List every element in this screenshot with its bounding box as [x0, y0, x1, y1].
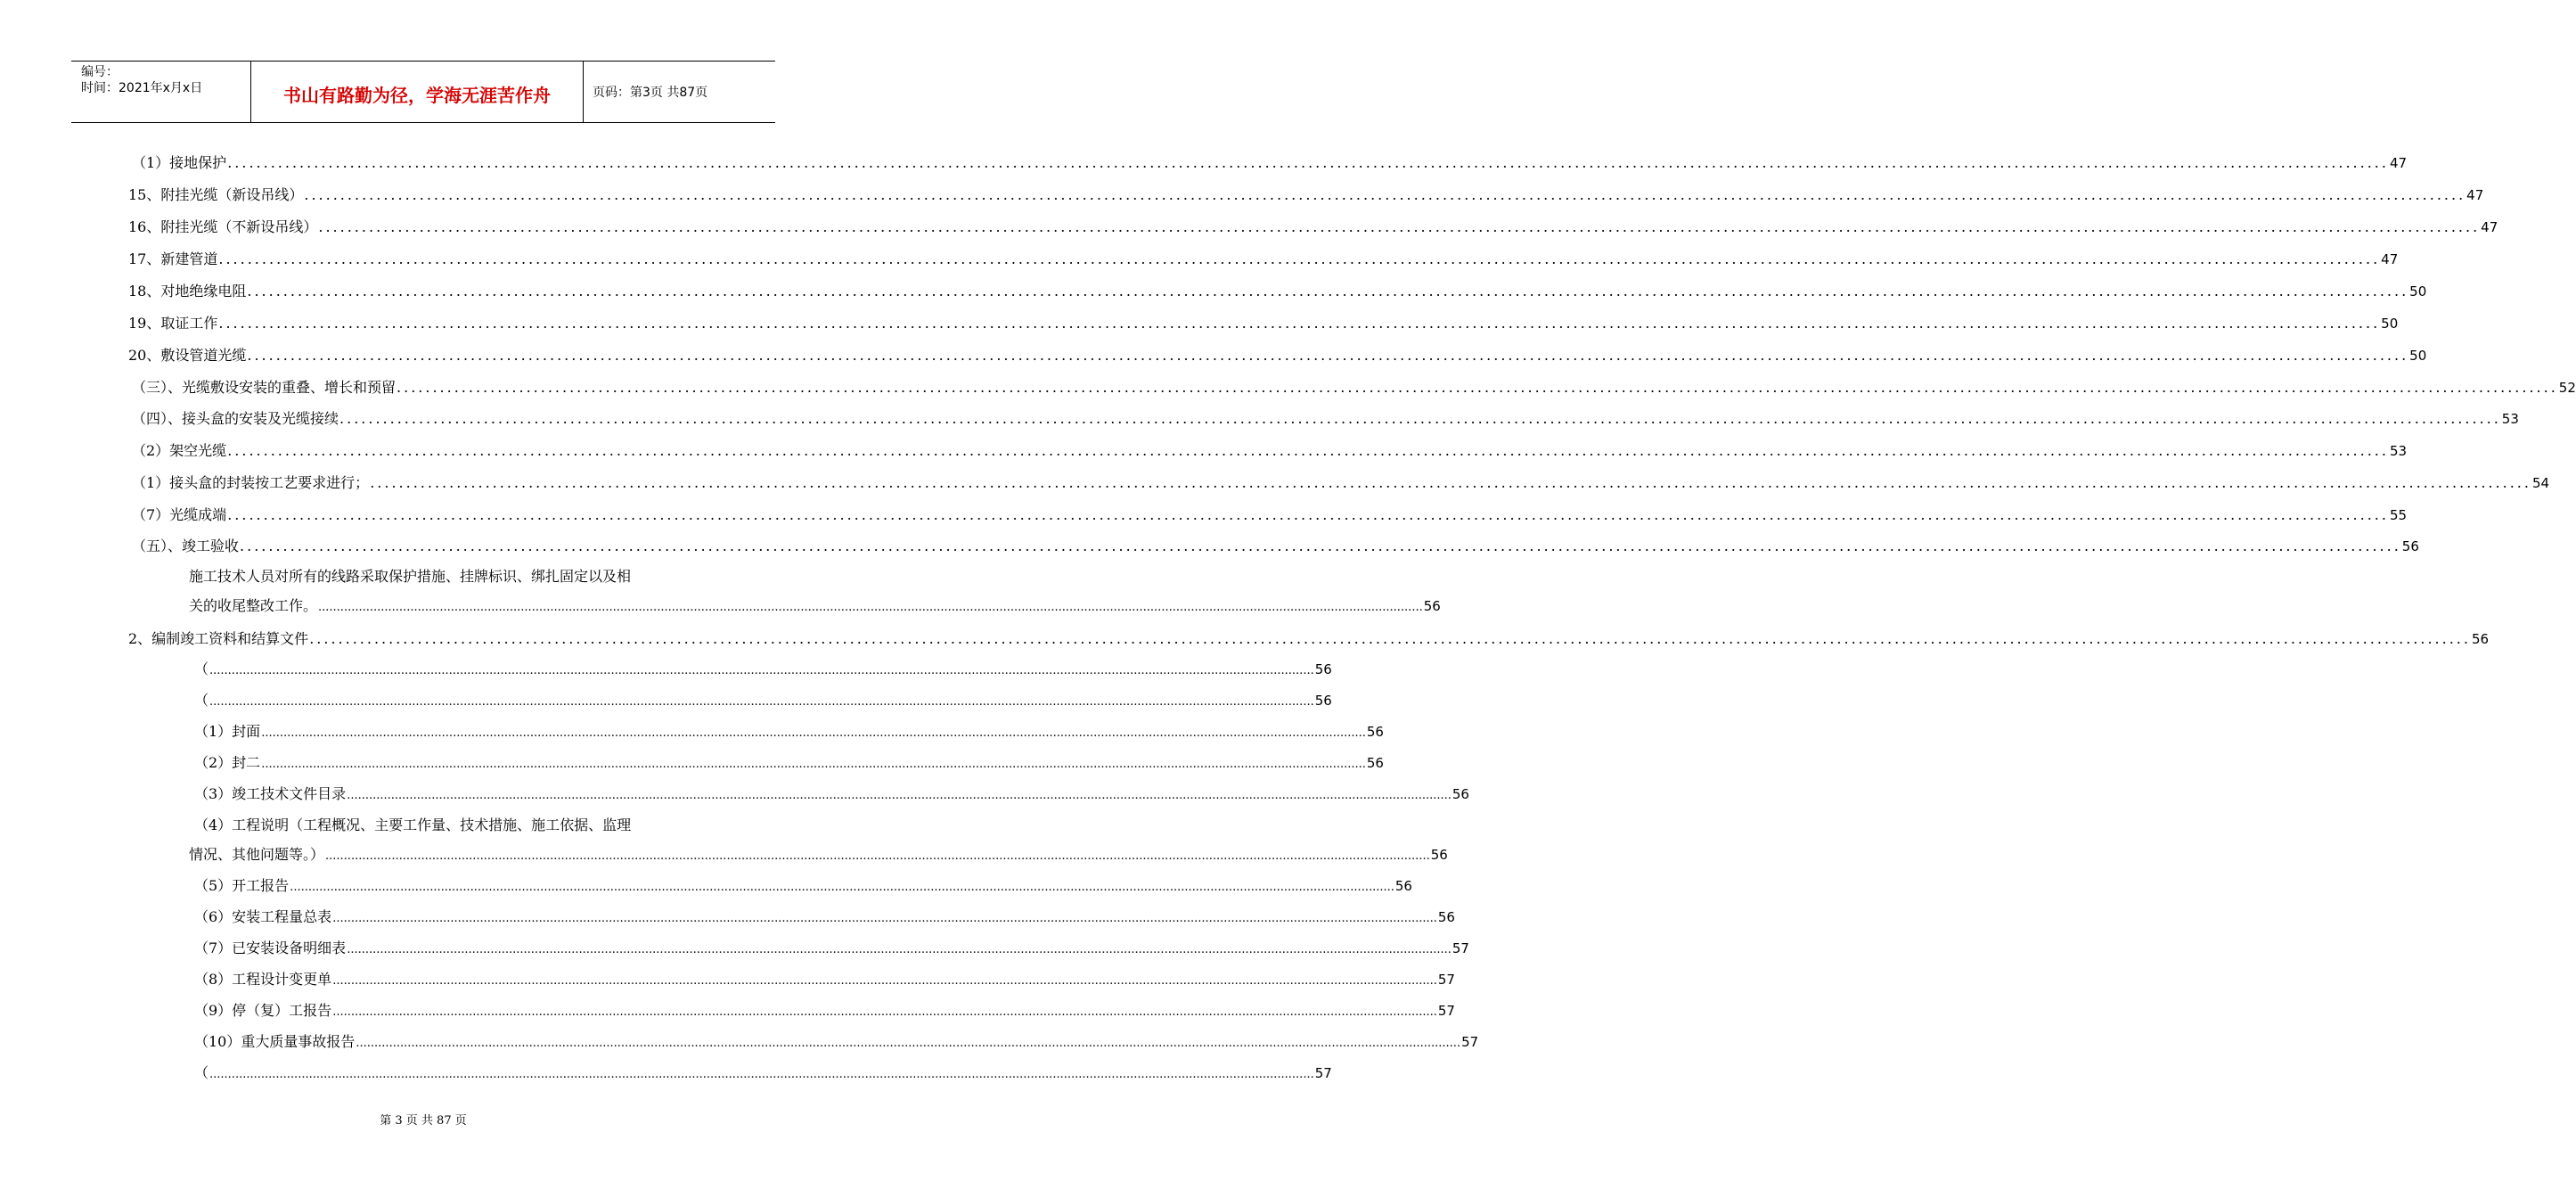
toc-entry-label: 情况、其他问题等。）: [189, 846, 325, 863]
toc-entry-label: （1）接地保护: [132, 154, 227, 171]
toc-page-number: 47: [2466, 187, 2484, 203]
toc-leader-dots: ............................................................................................................................................................................................................................................................................................................: [304, 186, 2466, 203]
toc-entry-label: （2）架空光缆: [132, 442, 227, 459]
page-header: [71, 61, 775, 123]
toc-page-number: 57: [1461, 1034, 1479, 1050]
toc-leader-dots: ............................................................................................................................................................................................................................................................................................................: [261, 758, 1366, 771]
toc-leader-dots: ............................................................................................................................................................................................................................................................................................................: [332, 974, 1437, 988]
toc-entry[interactable]: [189, 843, 1448, 863]
toc-leader-dots: ............................................................................................................................................................................................................................................................................................................: [370, 474, 2531, 491]
toc-entry-label: 20、敷设管道光缆: [128, 347, 247, 364]
toc-leader-dots: ............................................................................................................................................................................................................................................................................................................: [209, 664, 1314, 677]
toc-entry[interactable]: [128, 216, 2498, 235]
toc-leader-dots: ............................................................................................................................................................................................................................................................................................................: [218, 315, 2381, 332]
toc-entry-label: 2、编制竣工资料和结算文件: [128, 630, 309, 647]
header-meta: [71, 62, 251, 122]
header-page-info: [584, 62, 775, 122]
toc-page-number: 56: [1366, 755, 1384, 771]
toc-entry[interactable]: [194, 720, 1384, 740]
document-date: 时间：2021年x月x日: [81, 81, 203, 95]
toc-entry-label: （1）接头盒的封装按工艺要求进行；: [132, 474, 370, 491]
toc-entry[interactable]: [194, 1030, 1479, 1050]
toc-entry-label: （7）已安装设备明细表: [194, 940, 347, 956]
toc-entry-label: 17、新建管道: [128, 250, 218, 267]
header-motto: 书山有路勤为径，学海无涯苦作舟: [283, 84, 551, 106]
toc-page-number: 53: [2389, 443, 2408, 459]
page-footer: 第 3 页 共 87 页: [380, 1114, 467, 1128]
toc-page-number: 57: [1452, 940, 1469, 956]
toc-entry[interactable]: [194, 751, 1384, 771]
toc-page-number: 50: [2409, 348, 2427, 364]
toc-entry[interactable]: [128, 248, 2399, 267]
header-page-label: 页码：第3页 共87页: [593, 86, 708, 100]
toc-page-number: 56: [1430, 847, 1448, 863]
toc-leader-dots: ............................................................................................................................................................................................................................................................................................................: [218, 250, 2381, 267]
toc-entry-label: （2）封二: [194, 754, 261, 771]
toc-page-number: 56: [2471, 631, 2490, 647]
toc-entry-label: （5）开工报告: [194, 877, 290, 894]
toc-leader-dots: ............................................................................................................................................................................................................................................................................................................: [332, 1005, 1437, 1019]
toc-page-number: 56: [1314, 661, 1332, 677]
toc-entry[interactable]: [189, 595, 1441, 614]
toc-leader-dots: ............................................................................................................................................................................................................................................................................................................: [318, 601, 1423, 614]
toc-entry-text: 施工技术人员对所有的线路采取保护措施、挂牌标识、绑扎固定以及相: [189, 568, 632, 585]
toc-page-number: 57: [1314, 1065, 1332, 1081]
toc-leader-dots: ............................................................................................................................................................................................................................................................................................................: [397, 379, 2558, 396]
toc-page-number: 56: [2401, 538, 2419, 554]
toc-leader-dots: ............................................................................................................................................................................................................................................................................................................: [227, 506, 2389, 523]
toc-page-number: 50: [2381, 316, 2399, 332]
toc-page-number: 53: [2501, 411, 2519, 427]
toc-entry[interactable]: [128, 184, 2484, 203]
toc-entry[interactable]: [194, 874, 1412, 894]
toc-page-number: 56: [1366, 724, 1384, 740]
toc-entry[interactable]: [132, 439, 2408, 459]
toc-leader-dots: ............................................................................................................................................................................................................................................................................................................: [247, 283, 2409, 300]
toc-entry-label: （6）安装工程量总表: [194, 908, 332, 925]
toc-leader-dots: ............................................................................................................................................................................................................................................................................................................: [325, 849, 1430, 863]
toc-leader-dots: ............................................................................................................................................................................................................................................................................................................: [240, 537, 2401, 554]
toc-page-number: 54: [2531, 475, 2550, 491]
toc-entry[interactable]: [128, 344, 2427, 364]
toc-leader-dots: ............................................................................................................................................................................................................................................................................................................: [309, 630, 2471, 647]
toc-entry[interactable]: [132, 152, 2408, 171]
toc-entry-label: （7）光缆成端: [132, 506, 227, 523]
document-number: 编号：: [81, 65, 119, 79]
toc-leader-dots: ............................................................................................................................................................................................................................................................................................................: [347, 789, 1452, 802]
toc-entry[interactable]: [128, 628, 2490, 647]
toc-entry[interactable]: [132, 472, 2550, 491]
toc-leader-dots: ............................................................................................................................................................................................................................................................................................................: [290, 881, 1394, 894]
toc-page-number: 55: [2389, 507, 2408, 523]
toc-entry[interactable]: [194, 937, 1469, 956]
toc-entry[interactable]: [194, 999, 1455, 1019]
toc-leader-dots: ............................................................................................................................................................................................................................................................................................................: [347, 943, 1452, 956]
toc-entry-label: 18、对地绝缘电阻: [128, 283, 247, 300]
toc-entry-label: 16、附挂光缆（不新设吊线）: [128, 218, 318, 235]
toc-page-number: 56: [1437, 909, 1455, 925]
toc-entry[interactable]: [194, 783, 1469, 802]
toc-entry-label: 关的收尾整改工作。: [189, 597, 318, 614]
toc-entry-label: （: [194, 692, 209, 709]
toc-entry-label: （10）重大质量事故报告: [194, 1033, 356, 1050]
toc-page-number: 56: [1394, 878, 1412, 894]
header-motto-cell: [251, 62, 584, 122]
toc-leader-dots: ............................................................................................................................................................................................................................................................................................................: [356, 1037, 1461, 1050]
toc-leader-dots: ............................................................................................................................................................................................................................................................................................................: [318, 218, 2481, 235]
toc-entry-label: （三）、光缆敷设安装的重叠、增长和预留: [132, 379, 397, 396]
toc-entry[interactable]: [194, 968, 1455, 988]
toc-entry[interactable]: [194, 658, 1332, 677]
toc-entry-label: （9）停（复）工报告: [194, 1002, 332, 1019]
toc-entry[interactable]: [128, 280, 2427, 300]
toc-entry[interactable]: [132, 376, 2576, 396]
toc-entry-label: （五）、竣工验收: [132, 537, 240, 554]
toc-entry-label: （: [194, 1064, 209, 1081]
toc-entry[interactable]: [132, 504, 2408, 523]
toc-leader-dots: ............................................................................................................................................................................................................................................................................................................: [339, 410, 2501, 427]
toc-page-number: 47: [2381, 251, 2399, 267]
toc-entry[interactable]: [132, 535, 2419, 554]
toc-leader-dots: ............................................................................................................................................................................................................................................................................................................: [247, 347, 2409, 364]
toc-page-number: 47: [2481, 219, 2498, 235]
toc-entry[interactable]: [194, 689, 1332, 709]
toc-page-number: 56: [1423, 598, 1441, 614]
toc-leader-dots: ............................................................................................................................................................................................................................................................................................................: [209, 1068, 1314, 1081]
toc-entry-label: （3）竣工技术文件目录: [194, 785, 347, 802]
toc-leader-dots: ............................................................................................................................................................................................................................................................................................................: [332, 912, 1437, 925]
toc-entry-label: （8）工程设计变更单: [194, 971, 332, 988]
toc-entry-label: 15、附挂光缆（新设吊线）: [128, 186, 304, 203]
toc-page-number: 52: [2558, 380, 2576, 396]
toc-page-number: 56: [1314, 693, 1332, 709]
toc-leader-dots: ............................................................................................................................................................................................................................................................................................................: [227, 442, 2389, 459]
toc-entry-label: （: [194, 661, 209, 677]
toc-page-number: 57: [1437, 1003, 1455, 1019]
toc-entry-label: （1）封面: [194, 723, 261, 740]
toc-entry[interactable]: [132, 407, 2519, 427]
toc-entry[interactable]: [194, 906, 1455, 925]
toc-entry[interactable]: [128, 312, 2399, 332]
toc-leader-dots: ............................................................................................................................................................................................................................................................................................................: [209, 695, 1314, 709]
toc-entry[interactable]: [194, 1062, 1332, 1081]
toc-entry-label: （四）、接头盒的安装及光缆接续: [132, 410, 339, 427]
toc-page-number: 57: [1437, 972, 1455, 988]
toc-page-number: 56: [1452, 786, 1469, 802]
toc-entry-text: （4）工程说明（工程概况、主要工作量、技术措施、施工依据、监理: [194, 816, 632, 833]
toc-page-number: 47: [2389, 155, 2408, 171]
toc-leader-dots: ............................................................................................................................................................................................................................................................................................................: [227, 154, 2389, 171]
toc-page-number: 50: [2409, 283, 2427, 300]
toc-entry-label: 19、取证工作: [128, 315, 218, 332]
toc-leader-dots: ............................................................................................................................................................................................................................................................................................................: [261, 726, 1366, 740]
